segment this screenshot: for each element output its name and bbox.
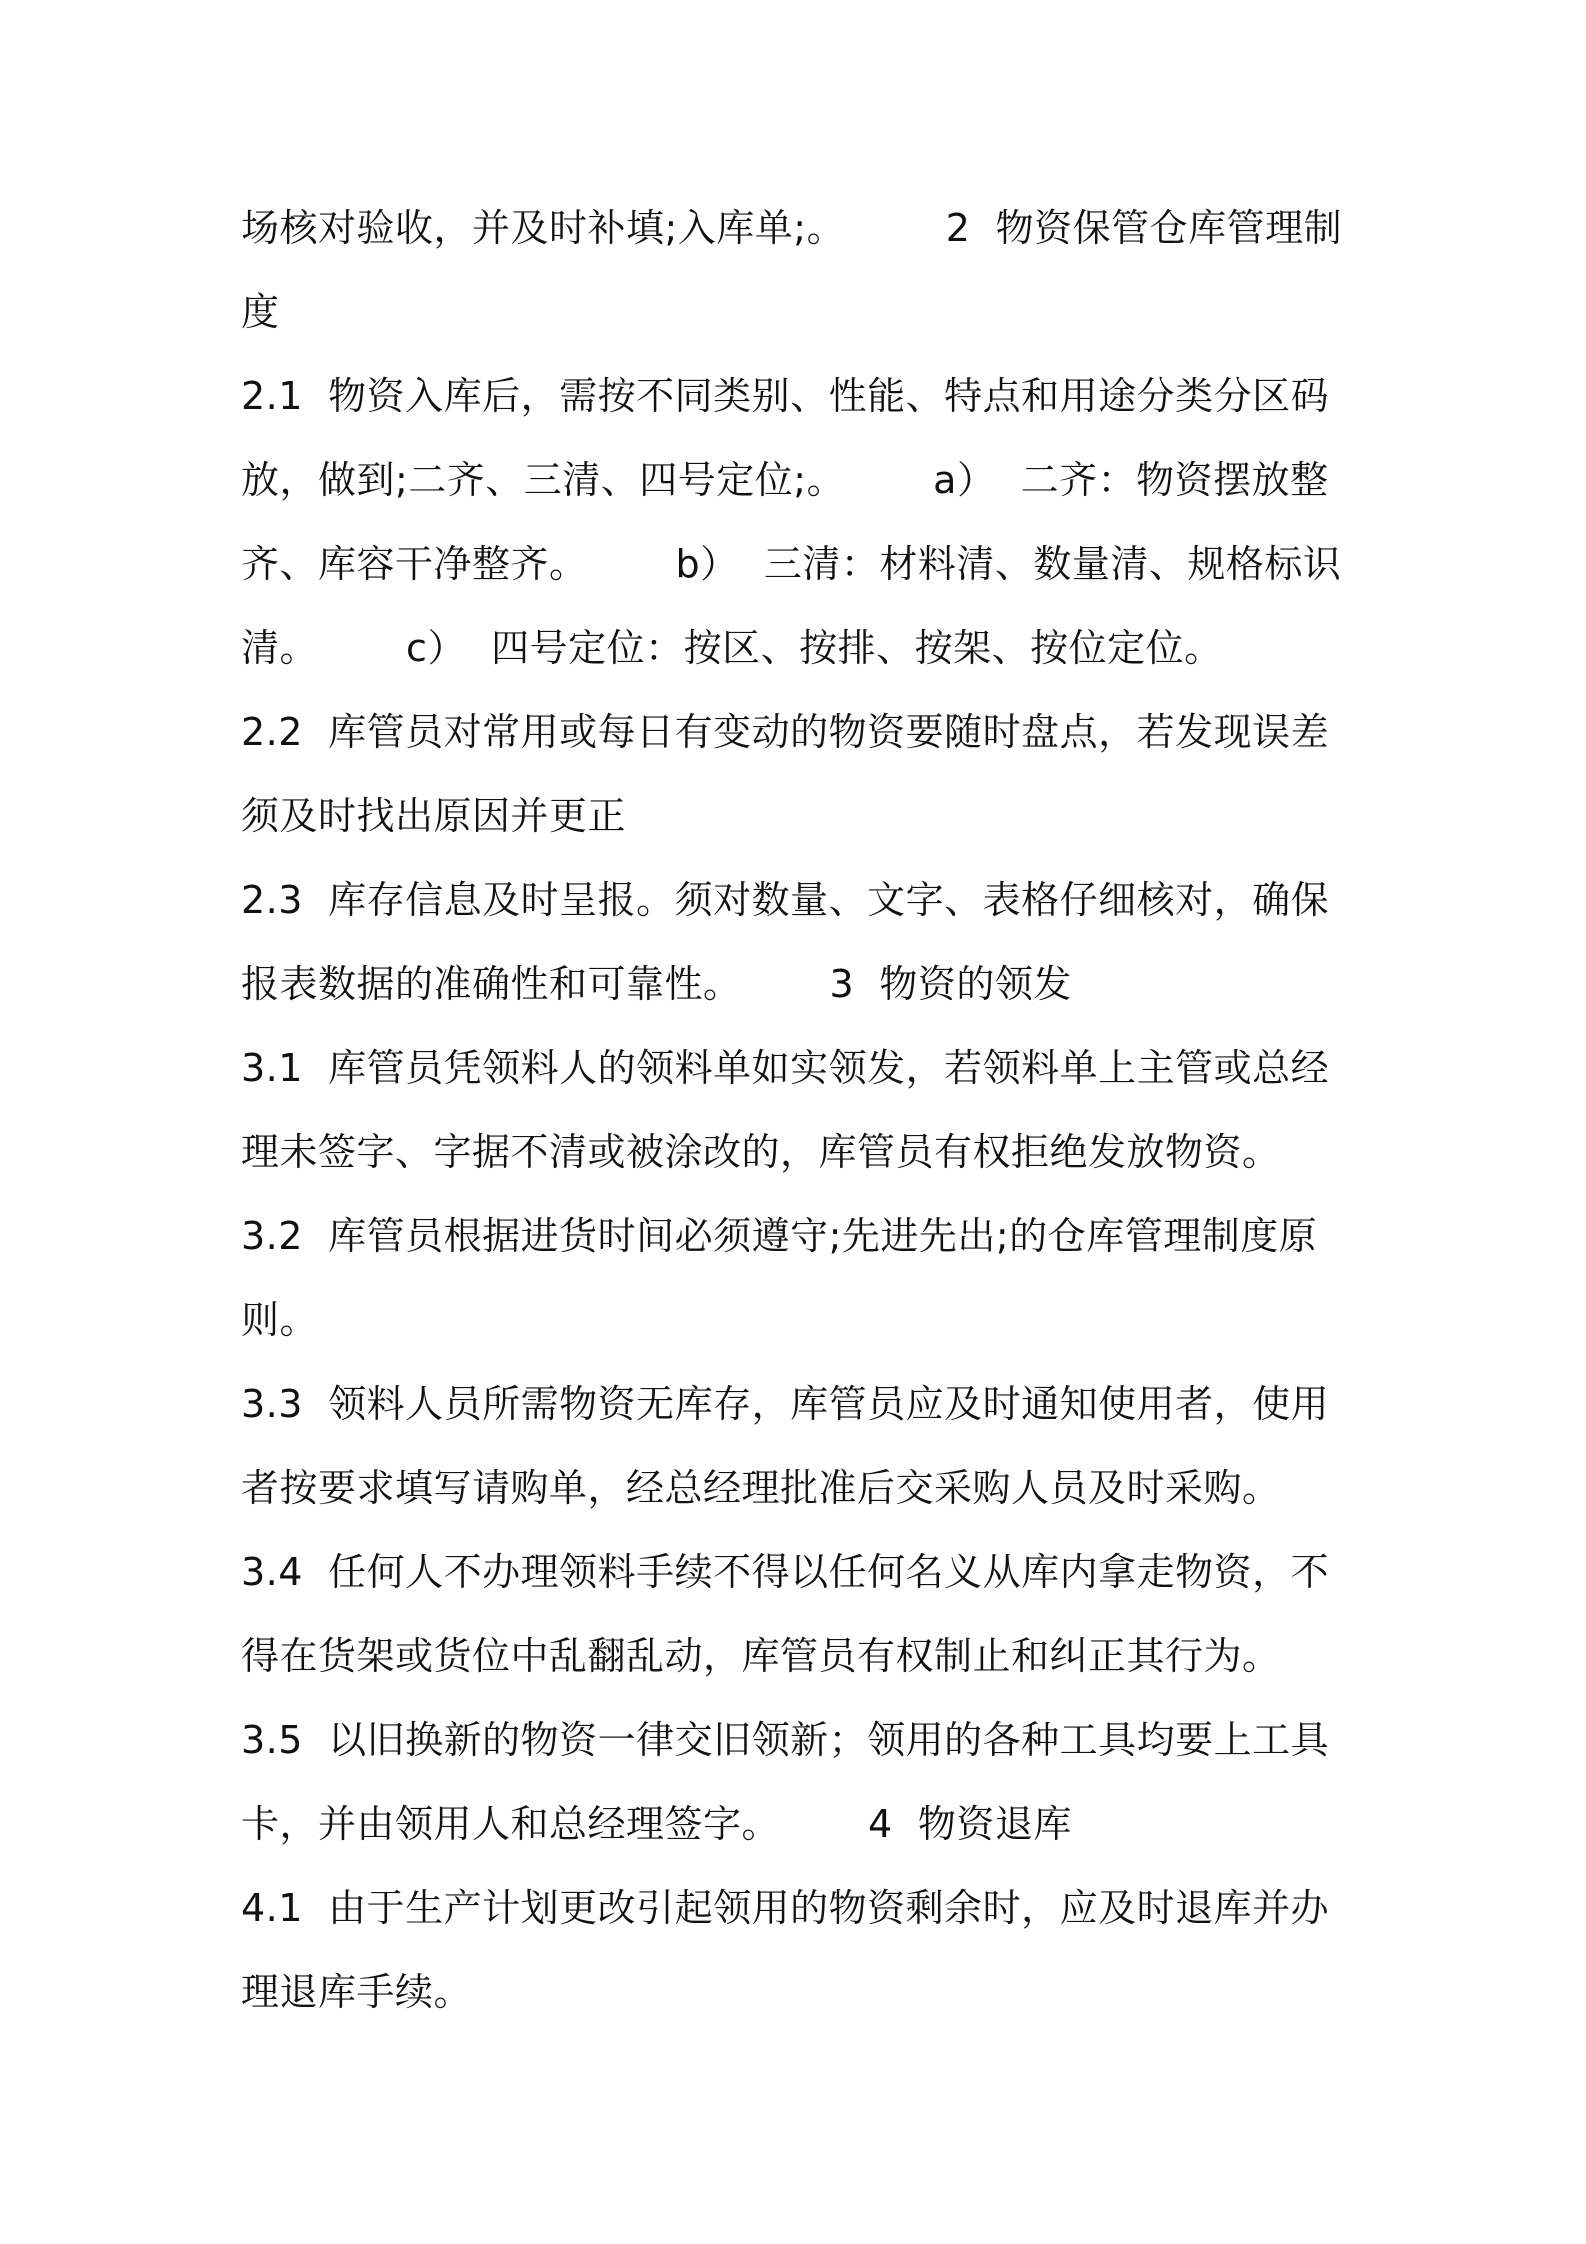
text-line: 理未签字、字据不清或被涂改的，库管员有权拒绝发放物资。 <box>241 1130 1281 1174</box>
text-line: 3.1 库管员凭领料人的领料单如实领发，若领料单上主管或总经 <box>241 1046 1330 1090</box>
text-line: 报表数据的准确性和可靠性。 3 物资的领发 <box>241 962 1072 1006</box>
text-line: 4.1 由于生产计划更改引起领用的物资剩余时，应及时退库并办 <box>241 1886 1330 1930</box>
text-line: 卡，并由领用人和总经理签字。 4 物资退库 <box>241 1802 1072 1846</box>
text-line: 2.1 物资入库后，需按不同类别、性能、特点和用途分类分区码 <box>241 374 1330 418</box>
text-line: 则。 <box>241 1298 319 1342</box>
text-line: 齐、库容干净整齐。 b） 三清：材料清、数量清、规格标识 <box>241 542 1342 586</box>
text-line: 放，做到;二齐、三清、四号定位;。 a） 二齐：物资摆放整 <box>241 458 1329 502</box>
text-line: 度 <box>241 290 280 334</box>
text-line: 理退库手续。 <box>241 1970 473 2014</box>
text-line: 3.3 领料人员所需物资无库存，库管员应及时通知使用者，使用 <box>241 1382 1330 1426</box>
text-line: 得在货架或货位中乱翻乱动，库管员有权制止和纠正其行为。 <box>241 1634 1281 1678</box>
text-line: 者按要求填写请购单，经总经理批准后交采购人员及时采购。 <box>241 1466 1281 1510</box>
text-line: 2.2 库管员对常用或每日有变动的物资要随时盘点，若发现误差 <box>241 710 1330 754</box>
text-line: 3.5 以旧换新的物资一律交旧领新；领用的各种工具均要上工具 <box>241 1718 1330 1762</box>
text-line: 3.4 任何人不办理领料手续不得以任何名义从库内拿走物资，不 <box>241 1550 1330 1594</box>
text-line: 清。 c） 四号定位：按区、按排、按架、按位定位。 <box>241 626 1223 670</box>
text-line: 须及时找出原因并更正 <box>241 794 627 838</box>
text-line: 场核对验收，并及时补填;入库单;。 2 物资保管仓库管理制 <box>241 206 1343 250</box>
text-line: 3.2 库管员根据进货时间必须遵守;先进先出;的仓库管理制度原 <box>241 1214 1318 1258</box>
text-line: 2.3 库存信息及时呈报。须对数量、文字、表格仔细核对，确保 <box>241 878 1330 922</box>
